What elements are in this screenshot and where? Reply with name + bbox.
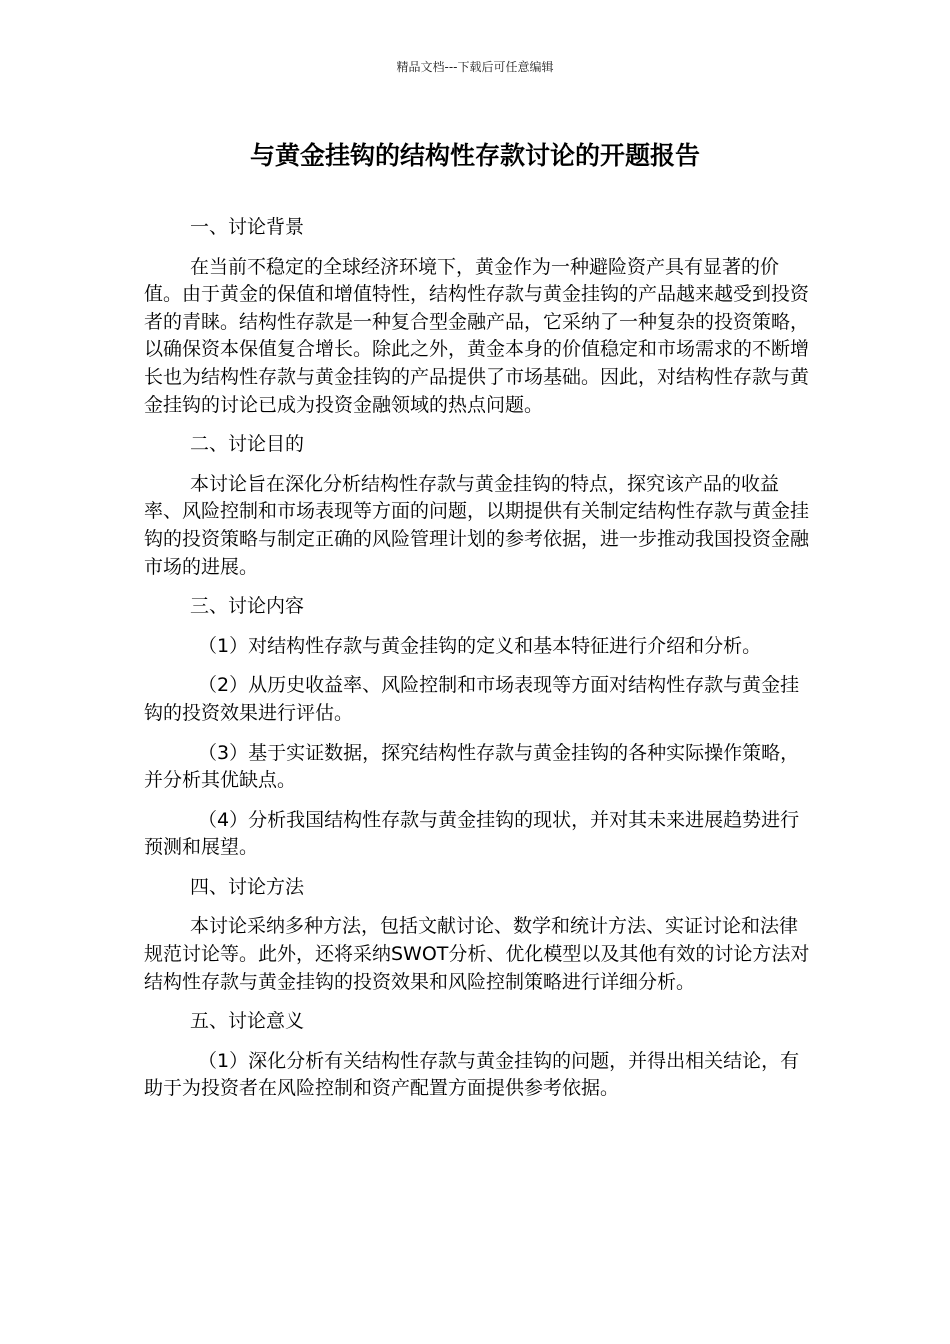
section-heading-significance: 五、讨论意义 [190, 1010, 305, 1033]
content-item-4: （4）分析我国结构性存款与黄金挂钩的现状，并对其未来进展趋势进行预测和展望。 [144, 808, 800, 859]
section-heading-purpose: 二、讨论目的 [190, 433, 305, 456]
significance-item-1: （1）深化分析有关结构性存款与黄金挂钩的问题，并得出相关结论，有助于为投资者在风险控制和资产配置方面提供参考依据。 [144, 1049, 800, 1100]
section-heading-content: 三、讨论内容 [190, 595, 305, 618]
section-heading-background: 一、讨论背景 [190, 216, 305, 238]
content-item-3: （3）基于实证数据，探究结构性存款与黄金挂钩的各种实际操作策略，并分析其优缺点。 [144, 741, 800, 792]
section-heading-method: 四、讨论方法 [190, 875, 305, 898]
content-item-2: （2）从历史收益率、风险控制和市场表现等方面对结构性存款与黄金挂钩的投资效果进行评估。 [144, 674, 800, 724]
content-item-1: （1）对结构性存款与黄金挂钩的定义和基本特征进行介绍和分析。 [198, 634, 762, 657]
header-note: 精品文档---下载后可任意编辑 [396, 60, 554, 74]
background-paragraph: 在当前不稳定的全球经济环境下，黄金作为一种避险资产具有显著的价值。由于黄金的保值和增值特性，结构性存款与黄金挂钩的产品越来越受到投资者的青睐。结构性存款是一种复合型金融产品，它采纳了一种复杂的投资策略，以确保资本保值复合增长。除此之外，黄金本身的价值稳定和市场需求的不断增长也为结构性存款与黄金挂钩的产品提供了市场基础。因此，对结构性存款与黄金挂钩的讨论已成为投资金融领域的热点问题。 [144, 255, 810, 416]
method-paragraph: 本讨论采纳多种方法，包括文献讨论、数学和统计方法、实证讨论和法律规范讨论等。此外，还将采纳SWOT分析、优化模型以及其他有效的讨论方法对结构性存款与黄金挂钩的投资效果和风险控制策略进行详细分析。 [144, 915, 810, 993]
document-body [144, 214, 814, 1115]
purpose-paragraph: 本讨论旨在深化分析结构性存款与黄金挂钩的特点，探究该产品的收益率、风险控制和市场表现等方面的问题，以期提供有关制定结构性存款与黄金挂钩的投资策略与制定正确的风险管理计划的参考依据，进一步推动我国投资金融市场的进展。 [144, 472, 810, 578]
document-title: 与黄金挂钩的结构性存款讨论的开题报告 [249, 141, 700, 170]
